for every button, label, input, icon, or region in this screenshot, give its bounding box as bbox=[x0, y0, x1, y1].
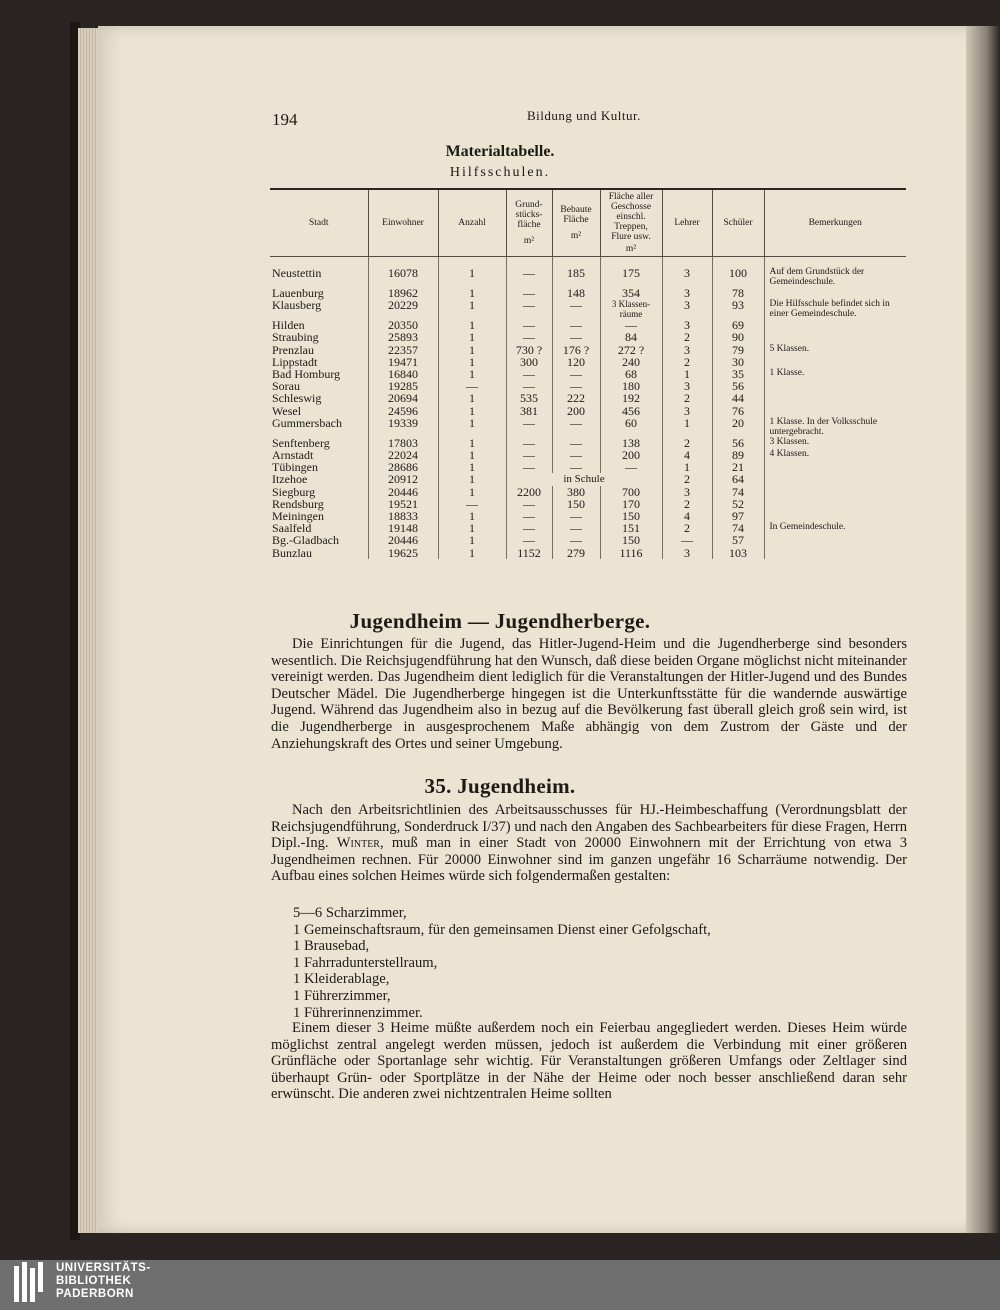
cell-bebaut: 222 bbox=[552, 392, 600, 404]
cell-grund: — bbox=[506, 267, 552, 287]
cell-anzahl: 1 bbox=[438, 547, 506, 559]
cell-bebaut: — bbox=[552, 534, 600, 546]
cell-schueler: 74 bbox=[712, 486, 764, 498]
cell-bebaut: 148 bbox=[552, 287, 600, 299]
list-item: 1 Führerinnenzimmer. bbox=[293, 1004, 423, 1021]
cell-grund: 300 bbox=[506, 356, 552, 368]
table-row bbox=[270, 449, 906, 461]
table-row bbox=[270, 486, 906, 498]
cell-einwohner: 16078 bbox=[368, 267, 438, 287]
cell-bebaut: — bbox=[552, 522, 600, 534]
cell-lehrer: 3 bbox=[662, 486, 712, 498]
cell-lehrer: 3 bbox=[662, 299, 712, 319]
cell-lehrer: 1 bbox=[662, 368, 712, 380]
cell-bemerkungen bbox=[764, 486, 906, 498]
cell-bemerkungen: In Gemeindeschule. bbox=[764, 522, 906, 534]
cell-stadt: Meiningen bbox=[272, 509, 324, 524]
cell-schueler: 57 bbox=[712, 534, 764, 546]
cell-stadt: Siegburg bbox=[272, 484, 316, 499]
list-item: 1 Führerzimmer, bbox=[293, 987, 391, 1004]
cell-stadt: Saalfeld bbox=[272, 521, 312, 536]
header-grundstuecksflaeche bbox=[506, 189, 552, 257]
cell-bebaut: — bbox=[552, 510, 600, 522]
header-lehrer: Lehrer bbox=[662, 189, 712, 257]
cell-schueler: 56 bbox=[712, 437, 764, 449]
cell-stadt: Sorau bbox=[272, 379, 300, 394]
header-grund-label: Grund- stücks- fläche bbox=[515, 200, 543, 230]
cell-flaeche: 170 bbox=[600, 498, 662, 510]
table-row bbox=[270, 417, 906, 437]
header-anzahl: Anzahl bbox=[438, 189, 506, 257]
table-body bbox=[270, 257, 906, 559]
table-title: Materialtabelle. bbox=[445, 143, 555, 160]
cell-anzahl: 1 bbox=[438, 356, 506, 368]
cell-bebaut: 120 bbox=[552, 356, 600, 368]
cell-schueler: 78 bbox=[712, 287, 764, 299]
cell-bebaut: 185 bbox=[552, 267, 600, 287]
cell-bemerkungen bbox=[764, 392, 906, 404]
cell-flaeche: — bbox=[600, 319, 662, 331]
cell-flaeche: — bbox=[600, 461, 662, 473]
table-row bbox=[270, 287, 906, 299]
cell-stadt: Tübingen bbox=[272, 460, 318, 475]
cell-anzahl: 1 bbox=[438, 522, 506, 534]
cell-anzahl: 1 bbox=[438, 331, 506, 343]
room-list bbox=[293, 905, 711, 1021]
cell-stadt: Schleswig bbox=[272, 391, 322, 406]
table-row bbox=[270, 356, 906, 368]
cell-einwohner: 19471 bbox=[368, 356, 438, 368]
cell-einwohner: 18962 bbox=[368, 287, 438, 299]
cell-stadt: Hilden bbox=[272, 318, 305, 333]
table-row bbox=[270, 473, 906, 485]
cell-einwohner: 20446 bbox=[368, 486, 438, 498]
paragraph-text: Nach den Arbeitsrichtlinien des Arbeitsausschusses für HJ.-Heimbeschaffung (Verordnungsblatt der Reichsjugendführung, Sonderdruck I/37) und nach den Angaben des Sachbearbeiters für diese Fragen, Herrn Dipl.-Ing. bbox=[271, 802, 907, 852]
table-row bbox=[270, 498, 906, 510]
cell-flaeche: 456 bbox=[600, 405, 662, 417]
cell-schueler: 89 bbox=[712, 449, 764, 461]
cell-bemerkungen bbox=[764, 534, 906, 546]
materialtabelle bbox=[270, 188, 906, 559]
cell-bemerkungen bbox=[764, 405, 906, 417]
cell-flaeche: 175 bbox=[600, 267, 662, 287]
cell-grund: 535 bbox=[506, 392, 552, 404]
cell-grund: — bbox=[506, 319, 552, 331]
cell-bebaut: 200 bbox=[552, 405, 600, 417]
cell-grund: — bbox=[506, 331, 552, 343]
cell-einwohner: 20229 bbox=[368, 299, 438, 319]
cell-grund: — bbox=[506, 449, 552, 461]
cell-lehrer: 2 bbox=[662, 437, 712, 449]
cell-lehrer: 2 bbox=[662, 473, 712, 485]
cell-anzahl: 1 bbox=[438, 344, 506, 356]
cell-bemerkungen bbox=[764, 287, 906, 299]
table-row bbox=[270, 405, 906, 417]
table-row bbox=[270, 510, 906, 522]
cell-lehrer: 1 bbox=[662, 417, 712, 437]
cell-lehrer: 3 bbox=[662, 287, 712, 299]
cell-einwohner: 22024 bbox=[368, 449, 438, 461]
cell-anzahl: 1 bbox=[438, 461, 506, 473]
cell-anzahl: 1 bbox=[438, 449, 506, 461]
spacer-cell bbox=[764, 257, 906, 268]
cell-anzahl: 1 bbox=[438, 392, 506, 404]
table-row bbox=[270, 331, 906, 343]
logo-line: UNIVERSITÄTS- bbox=[56, 1262, 151, 1274]
list-item: 1 Brausebad, bbox=[293, 938, 370, 955]
cell-lehrer: 1 bbox=[662, 461, 712, 473]
cell-einwohner: 19625 bbox=[368, 547, 438, 559]
cell-schueler: 35 bbox=[712, 368, 764, 380]
cell-grund: — bbox=[506, 368, 552, 380]
cell-bebaut: — bbox=[552, 319, 600, 331]
cell-stadt: Bunzlau bbox=[272, 545, 312, 560]
cell-flaeche: 84 bbox=[600, 331, 662, 343]
cell-lehrer: 3 bbox=[662, 267, 712, 287]
logo-line: PADERBORN bbox=[56, 1288, 134, 1300]
cell-schueler: 74 bbox=[712, 522, 764, 534]
cell-grund: 730 ? bbox=[506, 344, 552, 356]
cell-einwohner: 16840 bbox=[368, 368, 438, 380]
section-1-body bbox=[271, 636, 907, 752]
paragraph: Einem dieser 3 Heime müßte außerdem noch ein Feierbau angegliedert werden. Dieses Heim würde möglichst zentral angelegt werden müssen, jedoch ist außerdem die Verbindung mit einer größeren Grünfläche oder Sportanlage sehr wichtig. Für Veranstaltungen größeren Umfangs oder Zeltlager sind überhaupt Grün- oder Sportplätze in der Nähe der Heime oder noch besser anschließend daran sehr erwünscht. Die anderen zwei nichtzentralen Heime sollten bbox=[271, 1020, 907, 1103]
cell-lehrer: 2 bbox=[662, 392, 712, 404]
table-row bbox=[270, 437, 906, 449]
cell-bemerkungen bbox=[764, 461, 906, 473]
cell-flaeche: 150 bbox=[600, 510, 662, 522]
cell-bebaut: — bbox=[552, 368, 600, 380]
cell-stadt: Arnstadt bbox=[272, 448, 314, 463]
section-2-body bbox=[271, 802, 907, 885]
cell-grund: — bbox=[506, 380, 552, 392]
cell-anzahl: 1 bbox=[438, 405, 506, 417]
cell-lehrer: 2 bbox=[662, 498, 712, 510]
logo-line: BIBLIOTHEK bbox=[56, 1275, 132, 1287]
cell-einwohner: 19285 bbox=[368, 380, 438, 392]
list-item: 1 Fahrradunterstellraum, bbox=[293, 954, 438, 971]
cell-stadt: Prenzlau bbox=[272, 342, 314, 357]
cell-bebaut: 176 ? bbox=[552, 344, 600, 356]
header-flaeche-label: Fläche aller Geschosse einschl. Treppen, Flure usw. bbox=[608, 192, 654, 242]
cell-schueler: 93 bbox=[712, 299, 764, 319]
cell-bemerkungen: 3 Klassen. bbox=[764, 437, 906, 449]
cell-grund: — bbox=[506, 299, 552, 319]
table-row bbox=[270, 368, 906, 380]
table-row bbox=[270, 461, 906, 473]
library-logo-text bbox=[56, 1262, 151, 1301]
cell-bemerkungen bbox=[764, 331, 906, 343]
person-name: Winter bbox=[336, 835, 380, 852]
cell-grund: — bbox=[506, 461, 552, 473]
cell-anzahl: — bbox=[438, 380, 506, 392]
table-subtitle: Hilfsschulen. bbox=[449, 165, 551, 180]
cell-grund: — bbox=[506, 534, 552, 546]
section-heading-jugendheim-jugendherberge: Jugendheim — Jugendherberge. bbox=[349, 609, 651, 633]
cell-stadt: Neustettin bbox=[272, 266, 322, 280]
cell-anzahl: 1 bbox=[438, 437, 506, 449]
cell-stadt: Senftenberg bbox=[272, 435, 330, 450]
cell-bemerkungen bbox=[764, 356, 906, 368]
cell-schueler: 52 bbox=[712, 498, 764, 510]
cell-flaeche: 68 bbox=[600, 368, 662, 380]
cell-schueler: 20 bbox=[712, 417, 764, 437]
table-row bbox=[270, 380, 906, 392]
cell-flaeche: 700 bbox=[600, 486, 662, 498]
cell-bebaut: — bbox=[552, 417, 600, 437]
cell-einwohner: 19521 bbox=[368, 498, 438, 510]
cell-lehrer: 4 bbox=[662, 449, 712, 461]
cell-einwohner: 25893 bbox=[368, 331, 438, 343]
cell-stadt: Lippstadt bbox=[272, 354, 318, 369]
cell-flaeche: 138 bbox=[600, 437, 662, 449]
cell-bemerkungen: 1 Klasse. bbox=[764, 368, 906, 380]
cell-schueler: 21 bbox=[712, 461, 764, 473]
table-row bbox=[270, 547, 906, 559]
cell-bemerkungen: Auf dem Grundstück der Gemeindeschule. bbox=[764, 267, 906, 287]
cell-bemerkungen: 5 Klassen. bbox=[764, 344, 906, 356]
list-item: 5—6 Scharzimmer, bbox=[293, 905, 407, 921]
cell-anzahl: 1 bbox=[438, 473, 506, 485]
cell-flaeche: 200 bbox=[600, 449, 662, 461]
cell-einwohner: 17803 bbox=[368, 437, 438, 449]
cell-lehrer: 2 bbox=[662, 356, 712, 368]
cell-bemerkungen bbox=[764, 380, 906, 392]
cell-flaeche: 240 bbox=[600, 356, 662, 368]
cell-schueler: 79 bbox=[712, 344, 764, 356]
cell-stadt: Straubing bbox=[272, 330, 319, 345]
cell-flaeche: 272 ? bbox=[600, 344, 662, 356]
cell-grund: — bbox=[506, 287, 552, 299]
cell-grund: 2200 bbox=[506, 486, 552, 498]
cell-stadt: Bad Homburg bbox=[272, 367, 341, 382]
cell-stadt: Gummersbach bbox=[272, 415, 342, 430]
cell-grund: 1152 bbox=[506, 547, 552, 559]
cell-grund: — bbox=[506, 437, 552, 449]
cell-flaeche: 1116 bbox=[600, 547, 662, 559]
cell-einwohner: 20446 bbox=[368, 534, 438, 546]
cell-lehrer: — bbox=[662, 534, 712, 546]
cell-anzahl: 1 bbox=[438, 267, 506, 287]
list-item: 1 Gemeinschaftsraum, für den gemeinsamen Dienst einer Gefolgschaft, bbox=[293, 921, 711, 938]
header-stadt: Stadt bbox=[270, 189, 368, 257]
table-row bbox=[270, 522, 906, 534]
cell-einwohner: 18833 bbox=[368, 510, 438, 522]
cell-bemerkungen bbox=[764, 510, 906, 522]
header-bemerkungen: Bemerkungen bbox=[764, 189, 906, 257]
cell-bebaut: 150 bbox=[552, 498, 600, 510]
paragraph-text: , muß man in einer Stadt von 20000 Einwohnern mit der Errichtung von etwa 3 Jugendheimen rechnen. Für 20000 Einwohner sind im ganzen ungefähr 16 Scharräume notwendig. Der Aufbau eines solchen Heimes würde sich folgendermaßen gestalten: bbox=[271, 835, 907, 885]
header-flaeche-geschosse bbox=[600, 189, 662, 257]
cell-einwohner: 20912 bbox=[368, 473, 438, 485]
section-heading-jugendheim: 35. Jugendheim. bbox=[424, 774, 576, 798]
cell-anzahl: 1 bbox=[438, 486, 506, 498]
cell-stadt: Wesel bbox=[272, 403, 302, 418]
header-bebaut-unit: m² bbox=[570, 231, 582, 241]
table-row bbox=[270, 392, 906, 404]
cell-bebaut: — bbox=[552, 331, 600, 343]
cell-flaeche: 354 bbox=[600, 287, 662, 299]
header-bebaute-flaeche bbox=[552, 189, 600, 257]
cell-flaeche: 60 bbox=[600, 417, 662, 437]
cell-lehrer: 3 bbox=[662, 380, 712, 392]
cell-stadt: Klausberg bbox=[272, 298, 322, 313]
cell-flaeche: 3 Klassen- räume bbox=[600, 299, 662, 319]
cell-bebaut: 380 bbox=[552, 486, 600, 498]
cell-einwohner: 24596 bbox=[368, 405, 438, 417]
cell-bebaut: — bbox=[552, 380, 600, 392]
table-row bbox=[270, 267, 906, 287]
cell-grund: 381 bbox=[506, 405, 552, 417]
cell-stadt: Lauenburg bbox=[272, 286, 324, 300]
cell-bebaut: — bbox=[552, 437, 600, 449]
cell-bebaut: — bbox=[552, 461, 600, 473]
cell-bebaut: 279 bbox=[552, 547, 600, 559]
cell-grund: in Schule bbox=[506, 473, 662, 485]
cell-lehrer: 3 bbox=[662, 547, 712, 559]
cell-bemerkungen: 1 Klasse. In der Volksschule untergebracht. bbox=[764, 417, 906, 437]
cell-lehrer: 3 bbox=[662, 344, 712, 356]
cell-einwohner: 20694 bbox=[368, 392, 438, 404]
cell-schueler: 90 bbox=[712, 331, 764, 343]
cell-grund: — bbox=[506, 510, 552, 522]
running-head: Bildung und Kultur. bbox=[527, 108, 641, 123]
cell-flaeche: 180 bbox=[600, 380, 662, 392]
cell-schueler: 103 bbox=[712, 547, 764, 559]
cell-bemerkungen bbox=[764, 498, 906, 510]
cell-schueler: 64 bbox=[712, 473, 764, 485]
cell-flaeche: 151 bbox=[600, 522, 662, 534]
header-bebaut-label: Bebaute Fläche bbox=[560, 205, 592, 225]
cell-grund: — bbox=[506, 417, 552, 437]
table-header-row bbox=[270, 189, 906, 257]
list-item: 1 Kleiderablage, bbox=[293, 971, 390, 988]
cell-bebaut: — bbox=[552, 299, 600, 319]
cell-stadt: Bg.-Gladbach bbox=[272, 533, 339, 548]
header-flaeche-unit: m² bbox=[625, 244, 637, 254]
cell-bemerkungen: Die Hilfsschule befindet sich in einer Gemeindeschule. bbox=[764, 299, 906, 319]
cell-einwohner: 22357 bbox=[368, 344, 438, 356]
cell-grund: — bbox=[506, 498, 552, 510]
table-spacer-row bbox=[270, 257, 906, 268]
cell-lehrer: 2 bbox=[662, 522, 712, 534]
cell-anzahl: — bbox=[438, 498, 506, 510]
cell-bemerkungen bbox=[764, 319, 906, 331]
cell-anzahl: 1 bbox=[438, 510, 506, 522]
cell-bemerkungen bbox=[764, 547, 906, 559]
cell-lehrer: 3 bbox=[662, 405, 712, 417]
cell-lehrer: 4 bbox=[662, 510, 712, 522]
cell-stadt: Itzehoe bbox=[272, 472, 308, 487]
cell-grund: — bbox=[506, 522, 552, 534]
cell-flaeche: 192 bbox=[600, 392, 662, 404]
cell-anzahl: 1 bbox=[438, 287, 506, 299]
table-row bbox=[270, 319, 906, 331]
table-row bbox=[270, 534, 906, 546]
cell-einwohner: 19148 bbox=[368, 522, 438, 534]
header-grund-unit: m² bbox=[523, 236, 535, 246]
cell-schueler: 76 bbox=[712, 405, 764, 417]
cell-bebaut: — bbox=[552, 449, 600, 461]
cell-flaeche: 150 bbox=[600, 534, 662, 546]
table-row bbox=[270, 344, 906, 356]
cell-schueler: 97 bbox=[712, 510, 764, 522]
cell-lehrer: 3 bbox=[662, 319, 712, 331]
cell-schueler: 100 bbox=[712, 267, 764, 287]
paragraph bbox=[271, 802, 907, 885]
cell-einwohner: 28686 bbox=[368, 461, 438, 473]
paragraph: Die Einrichtungen für die Jugend, das Hitler-Jugend-Heim und die Jugendherberge sind besonders wesentlich. Die Reichsjugendführung hat den Wunsch, daß diese beiden Organe möglichst nicht miteinander vereinigt werden. Das Jugendheim dient lediglich für die Veranstaltungen der Hitler-Jugend und des Bundes Deutscher Mädel. Die Jugendherberge hingegen ist die Unterkunftsstätte für die wandernde auswärtige Jugend. Während das Jugendheim also in bezug auf die Bevölkerung fast überall gleich groß sein wird, ist die Jugendherberge in ausgesprochenem Maße abhängig von dem Zustrom der Gäste und der Anziehungskraft des Ortes und seiner Umgebung. bbox=[271, 636, 907, 752]
cell-anzahl: 1 bbox=[438, 534, 506, 546]
cell-bemerkungen bbox=[764, 473, 906, 485]
table-row bbox=[270, 299, 906, 319]
cell-bemerkungen: 4 Klassen. bbox=[764, 449, 906, 461]
cell-anzahl: 1 bbox=[438, 319, 506, 331]
cell-einwohner: 20350 bbox=[368, 319, 438, 331]
cell-lehrer: 2 bbox=[662, 331, 712, 343]
cell-schueler: 44 bbox=[712, 392, 764, 404]
cell-schueler: 69 bbox=[712, 319, 764, 331]
page-number: 194 bbox=[272, 110, 298, 129]
cell-anzahl: 1 bbox=[438, 417, 506, 437]
cell-einwohner: 19339 bbox=[368, 417, 438, 437]
cell-anzahl: 1 bbox=[438, 299, 506, 319]
header-schueler: Schüler bbox=[712, 189, 764, 257]
section-2-body-continued bbox=[271, 1020, 907, 1103]
header-einwohner: Einwohner bbox=[368, 189, 438, 257]
cell-anzahl: 1 bbox=[438, 368, 506, 380]
cell-stadt: Rendsburg bbox=[272, 496, 324, 511]
cell-schueler: 56 bbox=[712, 380, 764, 392]
cell-schueler: 30 bbox=[712, 356, 764, 368]
